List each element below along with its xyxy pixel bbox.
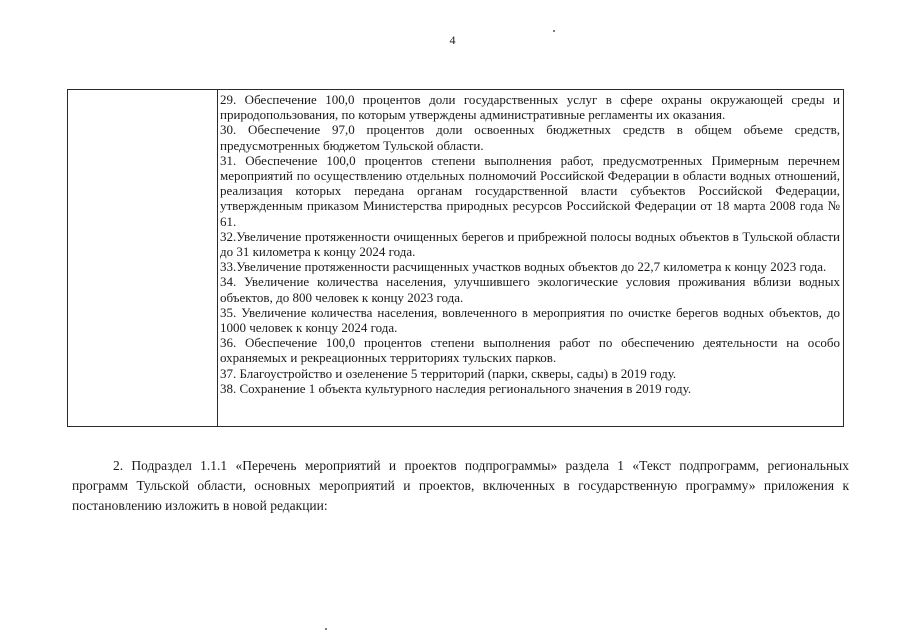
list-item: 29. Обеспечение 100,0 процентов доли государственных услуг в сфере охраны окружающей среды и природопользования, по которым утверждены административные регламенты их оказания.: [220, 92, 840, 123]
list-item: 38. Сохранение 1 объекта культурного наследия регионального значения в 2019 году.: [220, 380, 692, 396]
table-right-cell: [218, 92, 840, 396]
list-item: 37. Благоустройство и озеленение 5 территорий (парки, скверы, сады) в 2019 году.: [220, 365, 677, 381]
list-item: 31. Обеспечение 100,0 процентов степени выполнения работ, предусмотренных Примерным перечнем мероприятий по осуществлению отдельных полномочий Российской Федерации в области водных отношений, реализация которых передана органам государственной власти субъектов Российской Федерации, утвержденным приказом Министерства природных ресурсов Российской Федерации от 18 марта 2008 года № 61.: [220, 152, 840, 229]
table-left-cell: [68, 90, 218, 426]
list-item: 36. Обеспечение 100,0 процентов степени выполнения работ по обеспечению деятельности на особо охраняемых и рекреационных территориях тульских парков.: [220, 335, 840, 366]
page-number: 4: [449, 33, 456, 47]
list-item: 33.Увеличение протяженности расчищенных участков водных объектов до 22,7 километра к концу 2023 года.: [220, 259, 827, 275]
list-item: 34. Увеличение количества населения, улучшившего экологические условия проживания вблизи водных объектов, до 800 человек к концу 2023 года.: [220, 274, 840, 305]
body-paragraph: 2. Подраздел 1.1.1 «Перечень мероприятий и проектов подпрограммы» раздела 1 «Текст подпрограмм, региональных программ Тульской области, основных мероприятий и проектов, включенных в государственную программу» приложения к постановлению изложить в новой редакции:: [72, 458, 849, 513]
scan-speck: [553, 30, 555, 32]
scan-speck: [325, 628, 327, 630]
list-item: 32.Увеличение протяженности очищенных берегов и прибрежной полосы водных объектов в Тульской области до 31 километра к концу 2024 года.: [220, 228, 840, 260]
list-item: 30. Обеспечение 97,0 процентов доли освоенных бюджетных средств в общем объеме средств, предусмотренных бюджетом Тульской области.: [220, 122, 840, 153]
list-item: 35. Увеличение количества населения, вовлеченного в мероприятия по очистке берегов водных объектов, до 1000 человек к концу 2024 года.: [220, 304, 840, 336]
indicators-table: [67, 89, 844, 427]
